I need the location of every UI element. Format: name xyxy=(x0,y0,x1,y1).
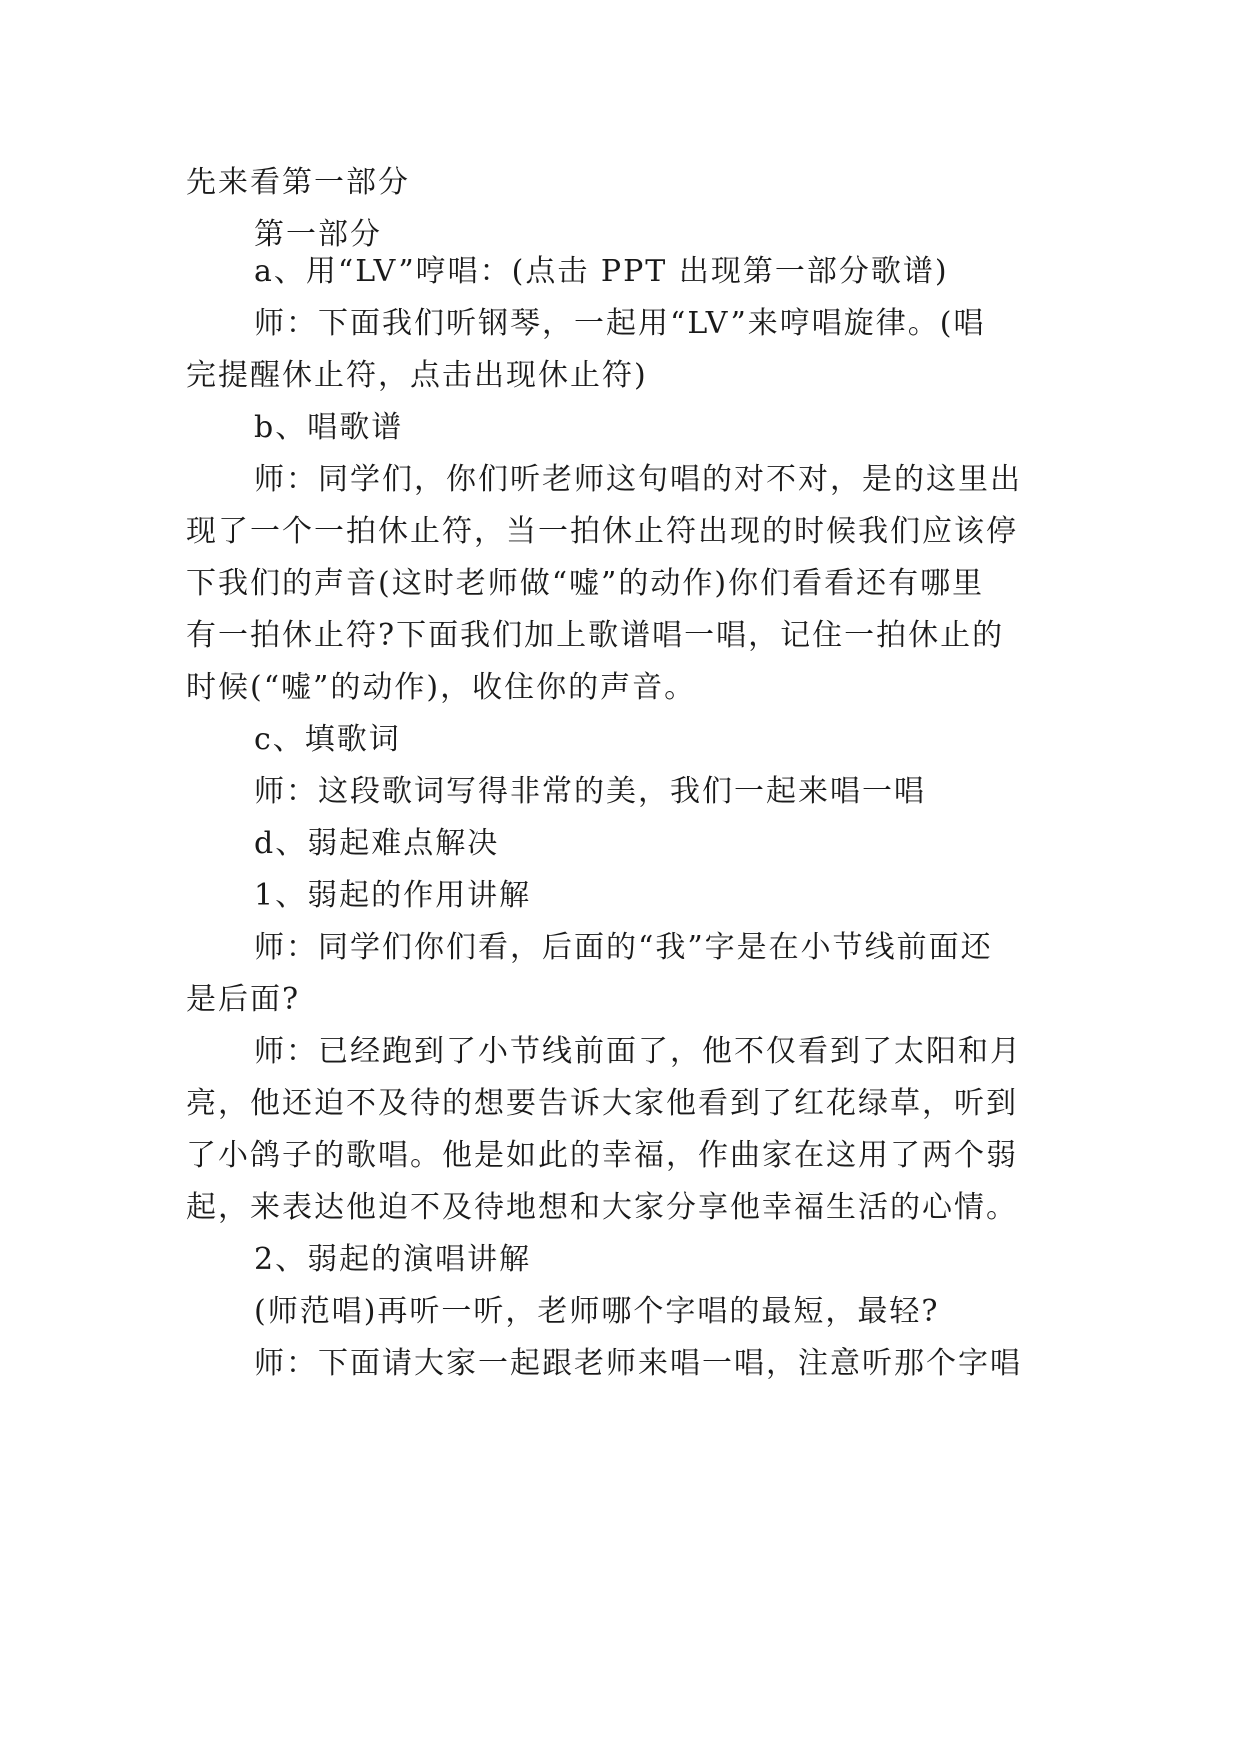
step-heading: 1、弱起的作用讲解 xyxy=(254,878,532,913)
text-line: 师：已经跑到了小节线前面了，他不仅看到了太阳和月 xyxy=(254,1034,1022,1069)
step-heading: 2、弱起的演唱讲解 xyxy=(254,1242,532,1277)
text-line: 师：下面我们听钢琴，一起用“LV”来哼唱旋律。(唱 xyxy=(254,306,986,341)
text-line: 了小鸽子的歌唱。他是如此的幸福，作曲家在这用了两个弱 xyxy=(186,1138,1018,1173)
step-heading: c、填歌词 xyxy=(254,722,401,757)
step-heading: a、用“LV”哼唱：(点击 PPT 出现第一部分歌谱) xyxy=(254,254,949,289)
text-line: 现了一个一拍休止符，当一拍休止符出现的时候我们应该停 xyxy=(186,514,1018,549)
text-line: 师：下面请大家一起跟老师来唱一唱，注意听那个字唱 xyxy=(254,1346,1022,1381)
text-line: 亮，他还迫不及待的想要告诉大家他看到了红花绿草，听到 xyxy=(186,1086,1018,1121)
text-line: 师：同学们，你们听老师这句唱的对不对，是的这里出 xyxy=(254,462,1022,497)
text-line: 师：这段歌词写得非常的美，我们一起来唱一唱 xyxy=(254,774,926,809)
text-line: 师：同学们你们看，后面的“我”字是在小节线前面还 xyxy=(254,930,993,965)
text-line: 完提醒休止符，点击出现休止符) xyxy=(186,358,648,393)
text-line: 先来看第一部分 xyxy=(186,165,410,200)
text-line: 下我们的声音(这时老师做“嘘”的动作)你们看看还有哪里 xyxy=(186,566,985,601)
step-heading: d、弱起难点解决 xyxy=(254,826,500,861)
text-line: 时候(“嘘”的动作)，收住你的声音。 xyxy=(186,670,697,705)
step-heading: b、唱歌谱 xyxy=(254,410,404,445)
text-line: (师范唱)再听一听，老师哪个字唱的最短，最轻? xyxy=(254,1294,940,1329)
text-line: 起，来表达他迫不及待地想和大家分享他幸福生活的心情。 xyxy=(186,1190,1018,1225)
section-heading: 第一部分 xyxy=(254,217,382,252)
text-line: 是后面? xyxy=(186,982,301,1017)
text-line: 有一拍休止符?下面我们加上歌谱唱一唱，记住一拍休止的 xyxy=(186,618,1005,653)
